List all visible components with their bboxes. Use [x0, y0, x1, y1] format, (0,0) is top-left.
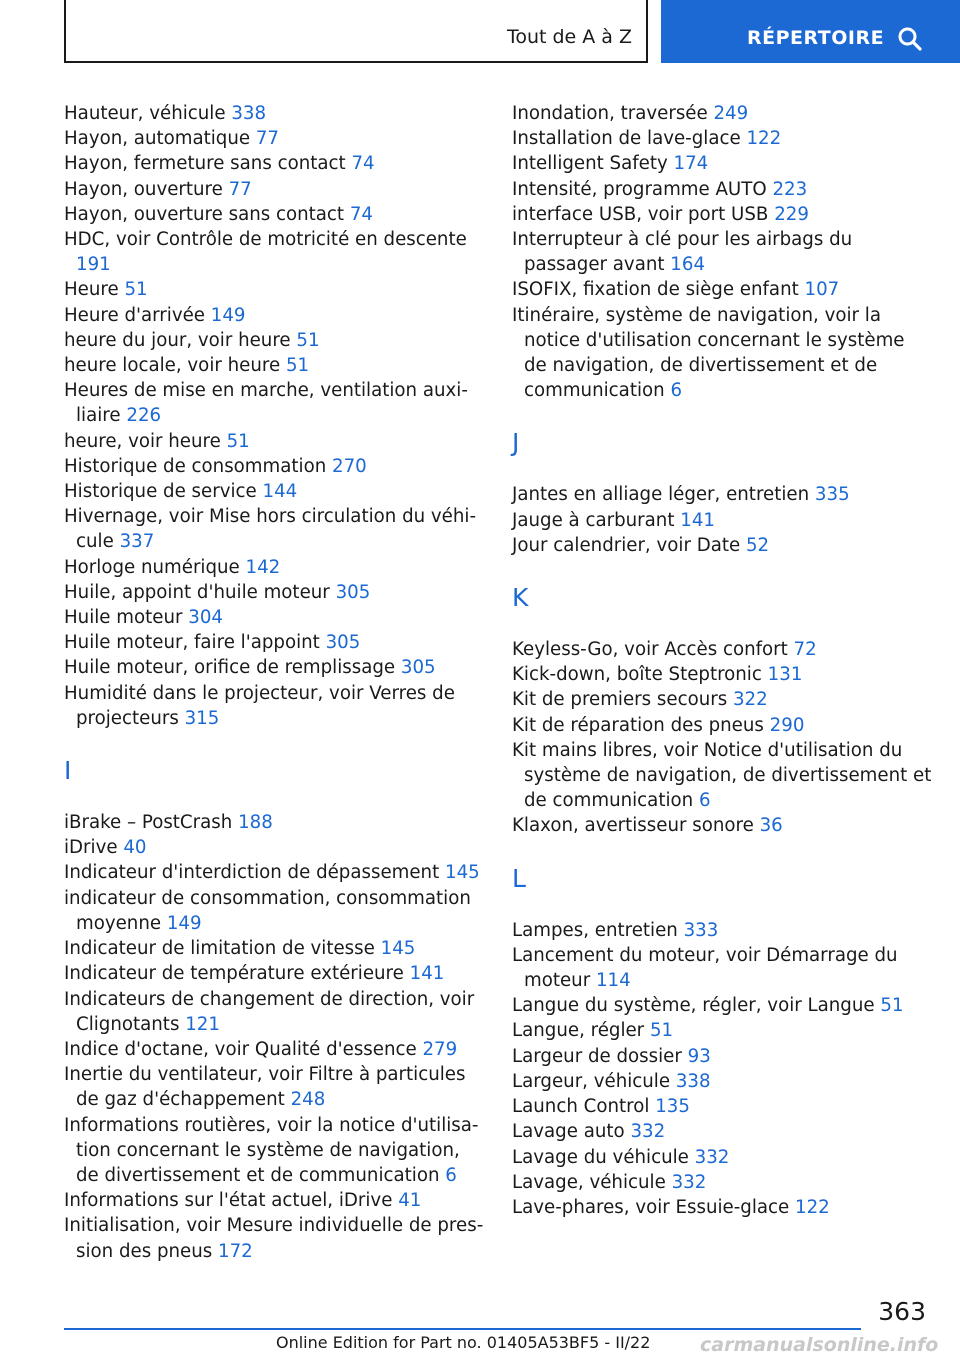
index-entry [64, 177, 484, 202]
index-entry [512, 687, 932, 712]
index-entry [512, 1195, 932, 1220]
page-reference-link[interactable]: 72 [793, 639, 817, 661]
index-entry-text: Initialisation, voir Mesure individuelle de pression des pneus [64, 1215, 484, 1262]
index-entry [512, 277, 932, 302]
index-entry [64, 1188, 484, 1213]
watermark: carmanualsonline.info [700, 1334, 939, 1356]
section-letter: K [512, 583, 529, 613]
index-entry-text: Langue du système, régler, voir Langue [512, 995, 875, 1017]
index-entry-text: Hayon, fermeture sans contact [64, 153, 346, 175]
index-entry-text: Launch Control [512, 1096, 650, 1118]
index-entry [64, 328, 484, 353]
page-reference-link[interactable]: 93 [687, 1045, 711, 1067]
index-entry-text: Huile moteur [64, 607, 183, 629]
index-entry [64, 1213, 484, 1263]
index-entry [64, 936, 484, 961]
index-entry [512, 662, 932, 687]
index-entry [64, 202, 484, 227]
index-entry [512, 1119, 932, 1144]
index-entry [64, 101, 484, 126]
page-reference-link[interactable]: 77 [228, 178, 252, 200]
index-entry [512, 1094, 932, 1119]
index-entry-text: Heures de mise en marche, ventilation auxiliaire [64, 380, 468, 427]
index-entry [64, 835, 484, 860]
section-letter: J [512, 428, 520, 458]
index-entry-text: Heure [64, 279, 119, 301]
index-entry-text: Jour calendrier, voir Date [512, 534, 741, 556]
page-reference-link[interactable]: 305 [325, 632, 361, 654]
index-entry-text: Lavage, véhicule [512, 1171, 666, 1193]
page-reference-link[interactable]: 149 [166, 912, 202, 934]
page-reference-link[interactable]: 114 [595, 970, 631, 992]
index-entry-text: Hauteur, véhicule [64, 103, 226, 124]
index-entry [64, 429, 484, 454]
index-entry-text: Jauge à carburant [512, 509, 675, 531]
index-column-right [512, 101, 932, 1220]
index-entry [64, 378, 484, 428]
index-entry-text: heure locale, voir heure [64, 355, 281, 377]
index-entry-text: Kit de premiers secours [512, 689, 728, 711]
page-reference-link[interactable]: 333 [683, 919, 719, 941]
page-reference-link[interactable]: 248 [290, 1089, 326, 1111]
index-entry-text: Largeur de dossier [512, 1045, 682, 1067]
page-reference-link[interactable]: 172 [218, 1240, 253, 1262]
page-reference-link[interactable]: 332 [671, 1171, 707, 1193]
page-reference-link[interactable]: 270 [332, 455, 367, 477]
page-reference-link[interactable]: 51 [226, 430, 250, 452]
page-reference-link[interactable]: 226 [126, 405, 162, 427]
index-entry [64, 961, 484, 986]
index-entry [512, 813, 932, 838]
index-entry-text: Kit de réparation des pneus [512, 714, 764, 736]
page-reference-link[interactable]: 322 [732, 689, 768, 711]
page-reference-link[interactable]: 121 [185, 1013, 220, 1035]
index-entry-text: Inertie du ventilateur, voir Filtre à particules de gaz d'échappement [64, 1064, 466, 1111]
page-reference-link[interactable]: 188 [238, 812, 273, 834]
index-entry-text: Klaxon, avertisseur sonore [512, 815, 754, 837]
page-reference-link[interactable]: 141 [680, 509, 715, 531]
section-letter: L [512, 863, 526, 893]
index-entry [512, 1018, 932, 1043]
page-reference-link[interactable]: 335 [814, 484, 850, 506]
index-entry [512, 177, 932, 202]
page-reference-link[interactable]: 74 [351, 153, 375, 175]
index-entry-text: interface USB, voir port USB [512, 203, 769, 225]
index-entry-text: Indicateur de température extérieure [64, 963, 404, 985]
index-entry [64, 277, 484, 302]
index-entry-text: Hayon, ouverture [64, 178, 223, 200]
index-entry-text: Humidité dans le projecteur, voir Verres de projecteurs [64, 682, 455, 729]
index-entry [64, 1037, 484, 1062]
index-entry [512, 1145, 932, 1170]
page-reference-link[interactable]: 142 [245, 556, 281, 578]
index-entry [64, 555, 484, 580]
index-entry-text: Lavage auto [512, 1121, 625, 1143]
page-reference-link[interactable]: 107 [804, 279, 840, 301]
page-reference-link[interactable]: 41 [398, 1190, 422, 1212]
page-reference-link[interactable]: 174 [673, 153, 709, 175]
index-entry-text: Installation de lave-glace [512, 128, 741, 150]
index-entry [64, 303, 484, 328]
page-reference-link[interactable]: 36 [759, 815, 783, 837]
page-reference-link[interactable]: 122 [746, 128, 782, 150]
page-reference-link[interactable]: 191 [76, 254, 111, 276]
index-entry [64, 151, 484, 176]
index-entry-text: Intelligent Safety [512, 153, 668, 175]
edition-text: Online Edition for Part no. 01405A53BF5 - II/22 [276, 1333, 651, 1352]
page-reference-link[interactable]: 332 [694, 1146, 730, 1168]
index-entry-text: Lavage du véhicule [512, 1146, 689, 1168]
page-reference-link[interactable]: 77 [255, 128, 279, 150]
index-entry-text: Horloge numérique [64, 556, 240, 578]
page-reference-link[interactable]: 135 [655, 1096, 690, 1118]
footer-divider [64, 1328, 861, 1330]
index-entry [64, 886, 484, 936]
index-entry-text: iBrake – PostCrash [64, 812, 233, 834]
index-entry [64, 1062, 484, 1112]
index-entry-text: Indicateur d'interdiction de dépassement [64, 862, 440, 884]
page-reference-link[interactable]: 51 [296, 329, 320, 351]
index-entry [512, 126, 932, 151]
index-entry-text: Intensité, programme AUTO [512, 178, 767, 200]
index-entry-text: Lampes, entretien [512, 919, 678, 941]
index-entry-text: Informations sur l'état actuel, iDrive [64, 1190, 393, 1212]
index-entry-text: HDC, voir Contrôle de motricité en descente [64, 229, 467, 251]
index-entry [512, 101, 932, 126]
page-reference-link[interactable]: 249 [713, 103, 749, 124]
index-entry-text: Hayon, ouverture sans contact [64, 203, 345, 225]
index-entry [64, 580, 484, 605]
page-reference-link[interactable]: 131 [767, 664, 803, 686]
index-entry [512, 713, 932, 738]
index-entry [512, 508, 932, 533]
index-entry-text: Indice d'octane, voir Qualité d'essence [64, 1038, 417, 1060]
index-entry [512, 303, 932, 404]
index-entry [64, 504, 484, 554]
index-entry-text: Largeur, véhicule [512, 1070, 671, 1092]
index-entry-text: Historique de service [64, 481, 257, 503]
page-reference-link[interactable]: 337 [119, 531, 155, 553]
index-entry [512, 993, 932, 1018]
page-reference-link[interactable]: 315 [184, 707, 220, 729]
page-reference-link[interactable]: 52 [745, 534, 770, 556]
tab-index[interactable] [661, 0, 960, 63]
page-reference-link[interactable]: 141 [409, 963, 445, 985]
index-entry [512, 918, 932, 943]
index-entry-text: Huile moteur, faire l'appoint [64, 632, 320, 654]
index-entry [64, 987, 484, 1037]
index-entry-text: indicateur de consommation, consommation moyenne [64, 887, 471, 934]
page-reference-link[interactable]: 279 [422, 1038, 458, 1060]
index-entry-text: Kick-down, boîte Steptronic [512, 664, 762, 686]
page-reference-link[interactable]: 51 [880, 995, 904, 1017]
index-entry [512, 637, 932, 662]
index-entry [64, 227, 484, 277]
index-entry-text: heure, voir heure [64, 430, 221, 452]
index-entry [64, 655, 484, 680]
index-entry-text: Jantes en alliage léger, entretien [512, 484, 810, 506]
index-entry [512, 151, 932, 176]
page-reference-link[interactable]: 144 [262, 481, 298, 503]
index-entry [64, 681, 484, 731]
index-column-left [64, 101, 484, 1264]
index-entry-text: Indicateurs de changement de direction, voir Clignotants [64, 988, 475, 1035]
section-letter: I [64, 756, 72, 786]
index-entry-text: Heure d'arrivée [64, 304, 205, 326]
index-entry-text: Itinéraire, système de navigation, voir la notice d'utilisation concernant le système de navigation, de divertissement et de communication [512, 304, 905, 402]
index-entry [512, 943, 932, 993]
page-reference-link[interactable]: 51 [285, 355, 310, 377]
index-entry [64, 605, 484, 630]
index-entry [512, 738, 932, 814]
index-entry-text: Hayon, automatique [64, 128, 251, 150]
index-entry-text: heure du jour, voir heure [64, 329, 291, 351]
index-entry-text: Inondation, traversée [512, 103, 708, 124]
index-entry [64, 1113, 484, 1189]
page-reference-link[interactable]: 145 [380, 938, 416, 960]
tab-a-to-z-label: Tout de A à Z [506, 26, 632, 48]
page-reference-link[interactable]: 122 [795, 1196, 830, 1218]
page-reference-link[interactable]: 338 [231, 103, 267, 124]
tab-a-to-z[interactable] [64, 0, 648, 63]
index-entry-text: Lancement du moteur, voir Démarrage du moteur [512, 944, 898, 992]
page-reference-link[interactable]: 304 [188, 607, 223, 629]
index-entry [512, 482, 932, 507]
page-number: 363 [878, 1297, 926, 1326]
index-entry [512, 1170, 932, 1195]
page-reference-link[interactable]: 290 [769, 714, 805, 736]
index-entry [512, 533, 932, 558]
page-reference-link[interactable]: 40 [123, 837, 147, 859]
page-reference-link[interactable]: 332 [630, 1121, 666, 1143]
index-entry [512, 1044, 932, 1069]
tab-index-label: RÉPERTOIRE [747, 27, 885, 49]
page-reference-link[interactable]: 149 [210, 304, 246, 326]
page-reference-link[interactable]: 6 [670, 380, 683, 402]
index-entry-text: Hivernage, voir Mise hors circulation du véhicule [64, 506, 477, 553]
index-entry [64, 353, 484, 378]
index-entry-text: Lave-phares, voir Essuie-glace [512, 1196, 790, 1218]
index-entry [64, 860, 484, 885]
index-entry-text: Indicateur de limitation de vitesse [64, 938, 375, 960]
index-entry-text: Historique de consommation [64, 455, 327, 477]
index-entry-text: Informations routières, voir la notice d'utilisation concernant le système de navigation, de divertissement et de communication [64, 1114, 479, 1186]
index-entry [512, 202, 932, 227]
index-entry [64, 810, 484, 835]
page-reference-link[interactable]: 229 [774, 203, 809, 225]
index-entry [512, 227, 932, 277]
index-entry-text: Langue, régler [512, 1020, 645, 1042]
index-entry [512, 1069, 932, 1094]
page-reference-link[interactable]: 164 [670, 254, 706, 276]
page-reference-link[interactable]: 51 [124, 279, 148, 301]
page-reference-link[interactable]: 6 [445, 1164, 457, 1186]
page-reference-link[interactable]: 305 [335, 581, 371, 603]
page-reference-link[interactable]: 145 [445, 862, 480, 884]
index-entry [64, 126, 484, 151]
page-reference-link[interactable]: 74 [349, 203, 374, 225]
search-icon[interactable] [897, 26, 923, 52]
page-reference-link[interactable]: 51 [649, 1020, 674, 1042]
index-entry-text: Huile, appoint d'huile moteur [64, 581, 330, 603]
index-entry-text: iDrive [64, 837, 118, 859]
index-entry-text: Huile moteur, orifice de remplissage [64, 657, 396, 679]
page-reference-link[interactable]: 6 [698, 790, 711, 812]
page-reference-link[interactable]: 305 [400, 657, 436, 679]
index-entry [64, 630, 484, 655]
index-entry [64, 454, 484, 479]
index-entry [64, 479, 484, 504]
page-reference-link[interactable]: 338 [675, 1070, 711, 1092]
index-entry-text: Keyless-Go, voir Accès confort [512, 639, 788, 661]
index-entry-text: Interrupteur à clé pour les airbags du passager avant [512, 229, 853, 276]
page-reference-link[interactable]: 223 [772, 178, 808, 200]
index-entry-text: Kit mains libres, voir Notice d'utilisation du système de navigation, de divertissement et de communication [512, 739, 932, 812]
index-entry-text: ISOFIX, fixation de siège enfant [512, 279, 799, 301]
